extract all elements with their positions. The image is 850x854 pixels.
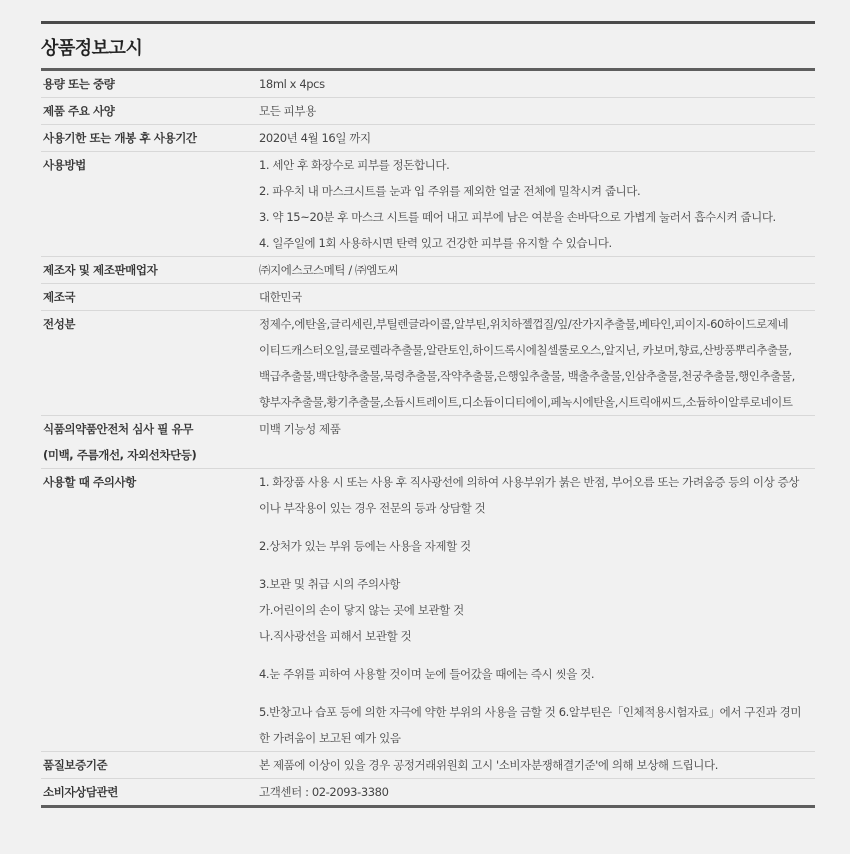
row-label: 제조자 및 제조판매업자	[43, 263, 158, 277]
usage-step: 1. 세안 후 화장수로 피부를 정돈합니다.	[259, 158, 450, 172]
usage-steps	[259, 152, 815, 257]
row-value: 본 제품에 이상이 있을 경우 공정거래위원회 고시 '소비자분쟁해결기준'에 의해 보상해 드립니다.	[259, 758, 718, 772]
row-value: 2020년 4월 16일 까지	[259, 131, 371, 145]
ingredients-line: 향부자추출물,황기추출물,소듐시트레이트,디소듐이디티에이,페녹시에탄올,시트릭애씨드,소듐하이알루로네이트	[259, 395, 793, 409]
caution-line: 1. 화장품 사용 시 또는 사용 후 직사광선에 의하여 사용부위가 붉은 반점, 부어오름 또는 가려움증 등의 이상 증상	[259, 475, 799, 489]
row-label: 사용방법	[43, 158, 86, 172]
row-label: 제조국	[43, 290, 76, 304]
caution-line: 가.어린이의 손이 닿지 않는 곳에 보관할 것	[259, 603, 464, 617]
table-row	[41, 98, 815, 125]
product-info-notice	[41, 21, 815, 808]
ingredients-line: 정제수,에탄올,글리세린,부틸렌글라이콜,알부틴,위치하젤껍질/잎/잔가지추출물,베타인,피이지-60하이드로제네	[259, 317, 789, 331]
row-value: 미백 기능성 제품	[259, 422, 341, 436]
row-label: 식품의약품안전처 심사 필 유무	[43, 422, 194, 436]
usage-step: 2. 파우치 내 마스크시트를 눈과 입 주위를 제외한 얼굴 전체에 밀착시켜 줍니다.	[259, 184, 641, 198]
caution-line: 나.직사광선을 피해서 보관할 것	[259, 629, 412, 643]
row-label: 제품 주요 사양	[43, 104, 115, 118]
caution-line: 4.눈 주위를 피하여 사용할 것이며 눈에 들어갔을 때에는 즉시 씻을 것.	[259, 667, 595, 681]
row-label-note: (미백, 주름개선, 자외선차단등)	[43, 448, 197, 462]
row-label: 용량 또는 중량	[43, 77, 115, 91]
table-row	[41, 311, 815, 416]
info-table	[41, 71, 815, 806]
table-row	[41, 416, 815, 469]
table-row	[41, 284, 815, 311]
row-value: ㈜지에스코스메틱 / ㈜엠도씨	[259, 263, 399, 277]
table-row	[41, 469, 815, 752]
spacer	[259, 559, 815, 571]
spacer	[259, 649, 815, 661]
usage-step: 4. 일주일에 1회 사용하시면 탄력 있고 건강한 피부를 유지할 수 있습니다.	[259, 236, 612, 250]
table-row	[41, 152, 815, 257]
table-row	[41, 752, 815, 779]
table-row	[41, 779, 815, 806]
spacer	[259, 521, 815, 533]
caution-list	[259, 469, 815, 752]
row-label: 사용할 때 주의사항	[43, 475, 136, 489]
caution-line: 2.상처가 있는 부위 등에는 사용을 자제할 것	[259, 539, 471, 553]
spacer	[259, 687, 815, 699]
row-label: 소비자상담관련	[43, 785, 118, 799]
bottom-divider	[41, 805, 815, 808]
row-label: 전성분	[43, 317, 76, 331]
table-row	[41, 125, 815, 152]
row-value: 18ml x 4pcs	[259, 77, 325, 91]
ingredients-list	[259, 311, 815, 416]
table-row	[41, 71, 815, 98]
caution-line: 3.보관 및 취급 시의 주의사항	[259, 577, 400, 591]
page-title: 상품정보고시	[41, 38, 143, 59]
row-value: 고객센터 : 02-2093-3380	[259, 785, 389, 799]
row-label: 사용기한 또는 개봉 후 사용기간	[43, 131, 197, 145]
caution-line: 한 가려움이 보고된 예가 있음	[259, 731, 401, 745]
caution-line: 이나 부작용이 있는 경우 전문의 등과 상담할 것	[259, 501, 486, 515]
row-value: 모든 피부용	[259, 104, 316, 118]
caution-line: 5.반창고나 습포 등에 의한 자극에 약한 부위의 사용을 금할 것 6.알부틴은「인체적용시험자료」에서 구진과 경미	[259, 705, 802, 719]
table-row	[41, 257, 815, 284]
ingredients-line: 이티드캐스터오일,클로렐라추출물,알란토인,하이드록시에칠셀룰로오스,알지닌, 카보머,향료,산방풍뿌리추출물,	[259, 343, 792, 357]
row-label: 품질보증기준	[43, 758, 108, 772]
ingredients-line: 백급추출물,백단향추출물,묵령추출물,작약추출물,은행잎추출물, 백출추출물,인삼추출물,천궁추출물,행인추출물,	[259, 369, 795, 383]
usage-step: 3. 약 15~20분 후 마스크 시트를 떼어 내고 피부에 남은 여분을 손바닥으로 가볍게 눌러서 흡수시켜 줍니다.	[259, 210, 776, 224]
row-value: 대한민국	[259, 290, 302, 304]
